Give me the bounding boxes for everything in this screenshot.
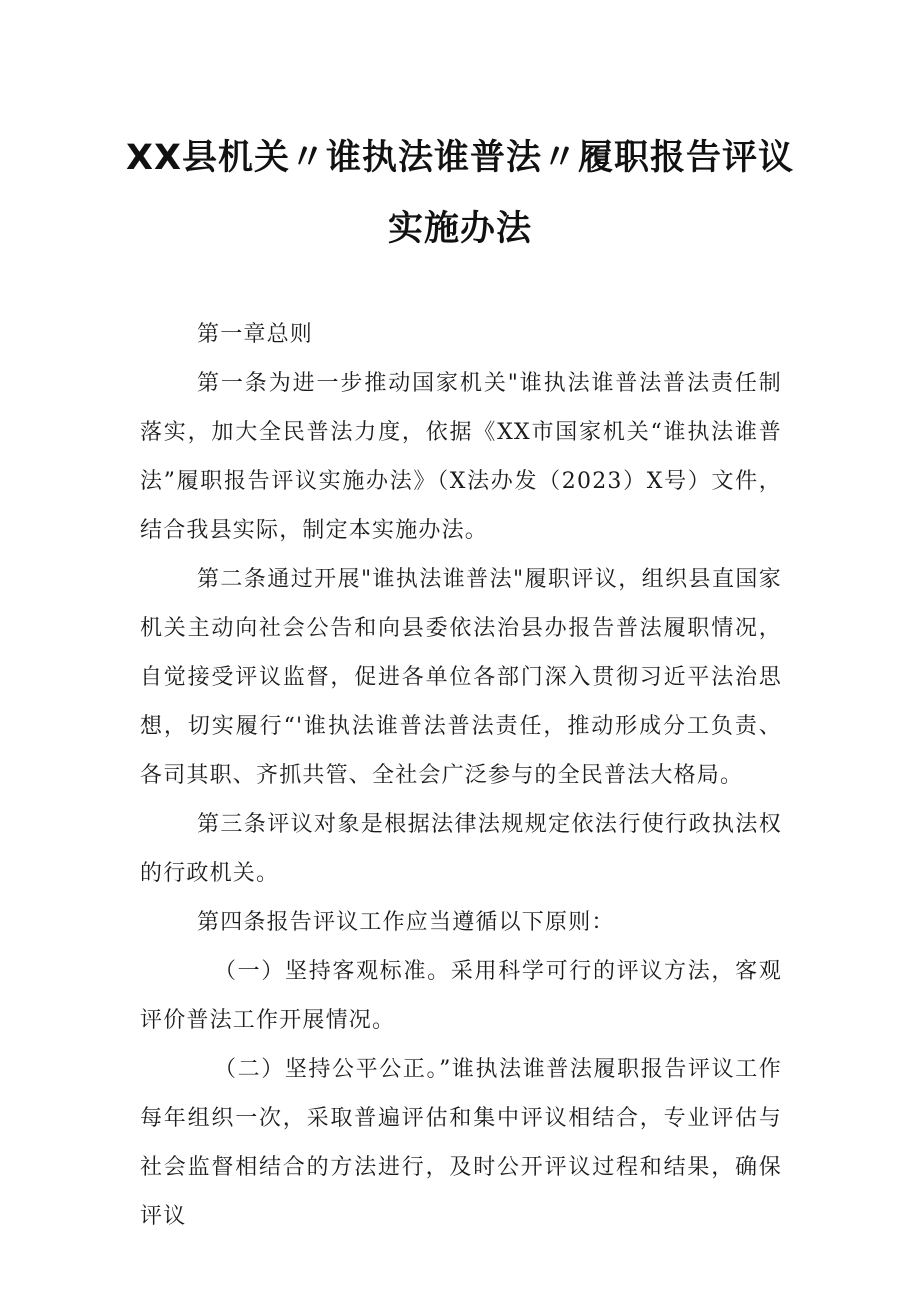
document-title-line-2: 实施办法 [387, 209, 532, 249]
document-body [140, 310, 782, 1241]
article-4-paragraph: 第四条报告评议工作应当遵循以下原则： [197, 910, 615, 935]
article-3-paragraph: 第三条评议对象是根据法律法规规定依法行使行政执法权的行政机关。 [140, 812, 782, 886]
article-1-paragraph: 第一条为进一步推动国家机关"谁执法谁普法普法责任制落实，加大全民普法力度，依据《XX市国家机关“谁执法谁普法”履职报告评议实施办法》（X法办发（2023）X号）文件，结合我县实际，制定本实施办法。 [140, 371, 782, 543]
principle-1-paragraph: （一）坚持客观标准。采用科学可行的评议方法，客观评价普法工作开展情况。 [140, 959, 782, 1033]
principle-2-paragraph: （二）坚持公平公正。”谁执法谁普法履职报告评议工作每年组织一次，采取普遍评估和集中评议相结合，专业评估与社会监督相结合的方法进行，及时公开评议过程和结果，确保评议 [140, 1057, 782, 1229]
article-2-paragraph: 第二条通过开展"谁执法谁普法"履职评议，组织县直国家机关主动向社会公告和向县委依法治县办报告普法履职情况，自觉接受评议监督，促进各单位各部门深入贯彻习近平法治思想，切实履行“'谁执法谁普法普法责任，推动形成分工负责、各司其职、齐抓共管、全社会广泛参与的全民普法大格局。 [140, 567, 782, 788]
chapter-heading: 第一章总则 [197, 322, 314, 347]
document-title-line-1: XX县机关〃谁执法谁普法〃履职报告评议 [126, 138, 794, 178]
